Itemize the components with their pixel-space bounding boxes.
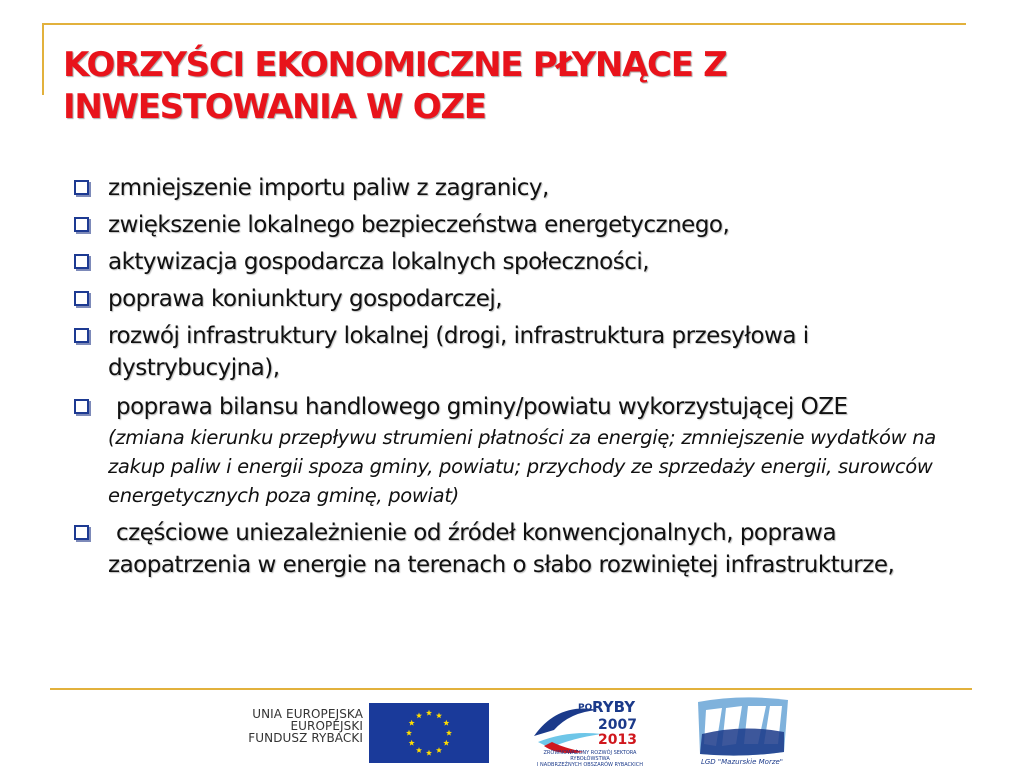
slide-title-line-2: INWESTOWANIA W OZE [63, 87, 486, 127]
checkbox-bullet-icon [74, 180, 89, 195]
list-item-text: aktywizacja gospodarcza lokalnych społeczności, [108, 249, 650, 275]
list-item-text: rozwój infrastruktury lokalnej (drogi, infrastruktura przesyłowa i dystrybucyjna), [108, 323, 809, 381]
svg-text:RYBY: RYBY [592, 698, 636, 716]
list-item-subtext: (zmiana kierunku przepływu strumieni płatności za energię; zmniejszenie wydatków na zakup paliw i energii spoza gminy, powiatu; przychody ze sprzedaży energii, surowców energetycznych poza gminę, powiat) [108, 426, 936, 507]
benefits-list [72, 172, 972, 586]
list-item [72, 391, 972, 510]
checkbox-bullet-icon [74, 254, 89, 269]
po-ryby-caption [536, 750, 644, 768]
eu-label-line-1: UNIA EUROPEJSKA [252, 707, 363, 721]
eu-label-line-3: FUNDUSZ RYBACKI [248, 731, 363, 745]
svg-text:LGD "Mazurskie Morze": LGD "Mazurskie Morze" [700, 758, 784, 766]
list-item-text: częściowe uniezależnienie od źródeł konwencjonalnych, poprawa zaopatrzenia w energie na terenach o słabo rozwiniętej infrastrukturze, [108, 520, 895, 578]
frame-top-line [42, 23, 966, 25]
eu-flag-icon [369, 703, 489, 763]
eu-label-line-2: EUROPEJSKI [290, 719, 363, 733]
list-item [72, 517, 972, 581]
list-item-text: poprawa koniunktury gospodarczej, [108, 286, 503, 312]
list-item [72, 320, 972, 384]
checkbox-bullet-icon [74, 217, 89, 232]
list-item [72, 172, 972, 204]
list-item-text: poprawa bilansu handlowego gminy/powiatu wykorzystującej OZE [116, 394, 848, 420]
list-item-text: zwiększenie lokalnego bezpieczeństwa energetycznego, [108, 212, 730, 238]
list-item [72, 246, 972, 278]
slide-title-line-1: KORZYŚCI EKONOMICZNE PŁYNĄCE Z [63, 45, 727, 85]
list-item [72, 283, 972, 315]
ryby-caption-line-1: ZRÓWNOWAŻONY ROZWÓJ SEKTORA RYBOŁÓWSTWA [543, 750, 637, 762]
svg-text:PO: PO [578, 703, 593, 713]
frame-bottom-line [50, 688, 972, 690]
checkbox-bullet-icon [74, 399, 89, 414]
checkbox-bullet-icon [74, 291, 89, 306]
checkbox-bullet-icon [74, 328, 89, 343]
svg-text:2007: 2007 [598, 717, 637, 733]
ryby-caption-line-2: I NADBRZEŻNYCH OBSZARÓW RYBACKICH [536, 762, 644, 768]
list-item-text: zmniejszenie importu paliw z zagranicy, [108, 175, 549, 201]
svg-text:2013: 2013 [598, 732, 637, 748]
slide-title [63, 44, 963, 128]
eu-fisheries-fund-label [225, 708, 363, 744]
frame-left-line [42, 23, 44, 95]
list-item [72, 209, 972, 241]
checkbox-bullet-icon [74, 525, 89, 540]
lgd-mazurskie-morze-logo [692, 694, 792, 766]
